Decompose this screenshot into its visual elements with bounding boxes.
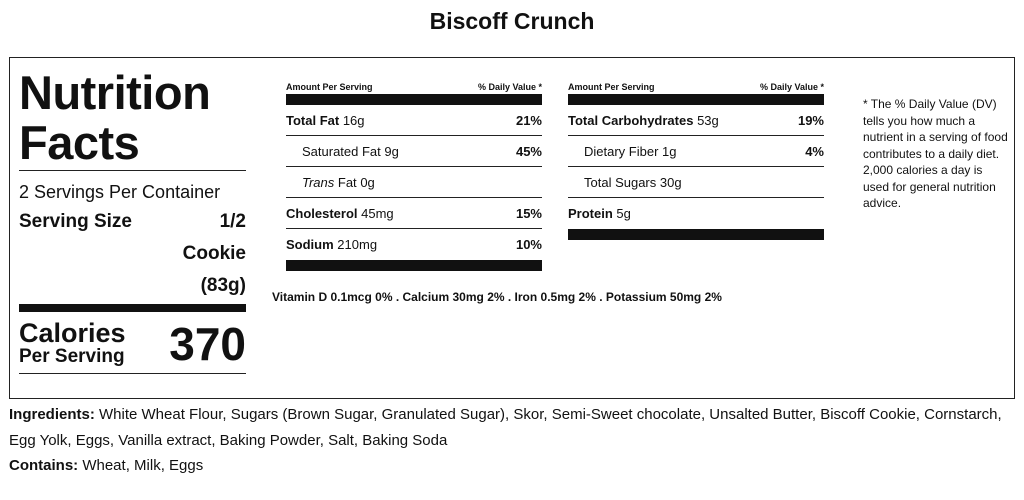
nutrient-amount: 0g (360, 174, 375, 190)
nutrient-dv: 10% (515, 237, 542, 252)
nutrient-name: Total Sugars (584, 174, 657, 190)
calories-row (19, 320, 246, 373)
nutrient-table-left (286, 82, 542, 271)
divider (19, 373, 246, 374)
vitamins-minerals-line: Vitamin D 0.1mcg 0% . Calcium 30mg 2% . Iron 0.5mg 2% . Potassium 50mg 2% (272, 290, 722, 304)
header-bar (286, 94, 542, 105)
nutrient-name-italic: Trans (302, 174, 335, 190)
calories-label: Calories (19, 318, 126, 348)
header-amount: Amount Per Serving (568, 82, 655, 92)
servings-per-container: 2 Servings Per Container (19, 182, 221, 202)
table-header (568, 82, 824, 94)
ingredients-text: White Wheat Flour, Sugars (Brown Sugar, Granulated Sugar), Skor, Semi-Sweet chocolate, Unsalted Butter, Biscoff Cookie, Cornstarch, Egg Yolk, Eggs, Vanilla extract, Baking Powder, Salt, Baking Soda (9, 406, 1002, 449)
nutrient-name: Saturated Fat (302, 143, 381, 159)
heading-line-2: Facts (19, 116, 140, 169)
calories-value: 370 (169, 318, 246, 370)
nutrient-name: Fat (337, 174, 357, 190)
nutrient-amount: 9g (384, 143, 399, 159)
nutrient-amount: 5g (616, 206, 631, 221)
nutrient-dv: 45% (515, 143, 542, 159)
nutrient-amount: 210mg (337, 237, 378, 252)
nutrient-name: Cholesterol (286, 205, 358, 221)
nutrient-name: Total Fat (286, 112, 340, 128)
nutrient-dv: 19% (797, 112, 824, 128)
contains-label: Contains: (9, 457, 79, 474)
nutrition-label (9, 57, 1015, 399)
nutrition-facts-heading (19, 68, 246, 168)
serving-size-value-2: Cookie (182, 243, 246, 264)
nutrient-row-sodium (286, 229, 542, 260)
nutrient-row-protein (568, 198, 824, 229)
nutrient-row-cholesterol (286, 198, 542, 229)
facts-column (19, 68, 246, 374)
serving-size-row (19, 206, 246, 238)
nutrient-name: Dietary Fiber (584, 143, 659, 159)
nutrient-amount: 45mg (361, 205, 394, 221)
nutrient-amount: 16g (342, 112, 365, 128)
header-bar (568, 94, 824, 105)
header-daily-value: % Daily Value * (759, 82, 824, 92)
contains-section (9, 455, 203, 477)
thick-divider (19, 304, 246, 312)
nutrient-name: Protein (568, 206, 613, 221)
heading-line-1: Nutrition (19, 66, 211, 119)
nutrient-name: Total Carbohydrates (568, 112, 694, 128)
nutrient-amount: 53g (697, 112, 719, 128)
nutrient-row-total-sugars (568, 167, 824, 198)
nutrient-row-dietary-fiber (568, 136, 824, 167)
nutrient-dv: 21% (515, 112, 542, 128)
nutrient-row-saturated-fat (286, 136, 542, 167)
table-header (286, 82, 542, 94)
ingredients-section (9, 402, 1009, 454)
nutrient-name: Sodium (286, 237, 334, 252)
nutrient-dv: 15% (515, 205, 542, 221)
divider (19, 170, 246, 171)
nutrient-row-total-carbohydrates (568, 105, 824, 136)
daily-value-footnote: * The % Daily Value (DV) tells you how much a nutrient in a serving of food contributes to a daily diet. 2,000 calories a day is used for general nutrition advice. (863, 97, 1008, 210)
calories-label-block (19, 320, 126, 367)
header-amount: Amount Per Serving (286, 82, 373, 92)
nutrient-amount: 30g (659, 174, 682, 190)
page-title: Biscoff Crunch (429, 8, 595, 34)
nutrient-row-trans-fat (286, 167, 542, 198)
nutrient-amount: 1g (662, 143, 677, 159)
ingredients-label: Ingredients: (9, 406, 95, 423)
footer-bar (568, 229, 824, 240)
serving-size-value-3: (83g) (200, 275, 246, 296)
nutrient-table-right (568, 82, 824, 240)
nutrient-row-total-fat (286, 105, 542, 136)
contains-text: Wheat, Milk, Eggs (82, 457, 204, 474)
calories-sub-label: Per Serving (19, 346, 125, 367)
header-daily-value: % Daily Value * (477, 82, 542, 92)
serving-size-label: Serving Size (19, 211, 132, 232)
serving-size-value-1: 1/2 (219, 211, 246, 232)
footer-bar (286, 260, 542, 271)
nutrient-dv: 4% (805, 143, 824, 159)
